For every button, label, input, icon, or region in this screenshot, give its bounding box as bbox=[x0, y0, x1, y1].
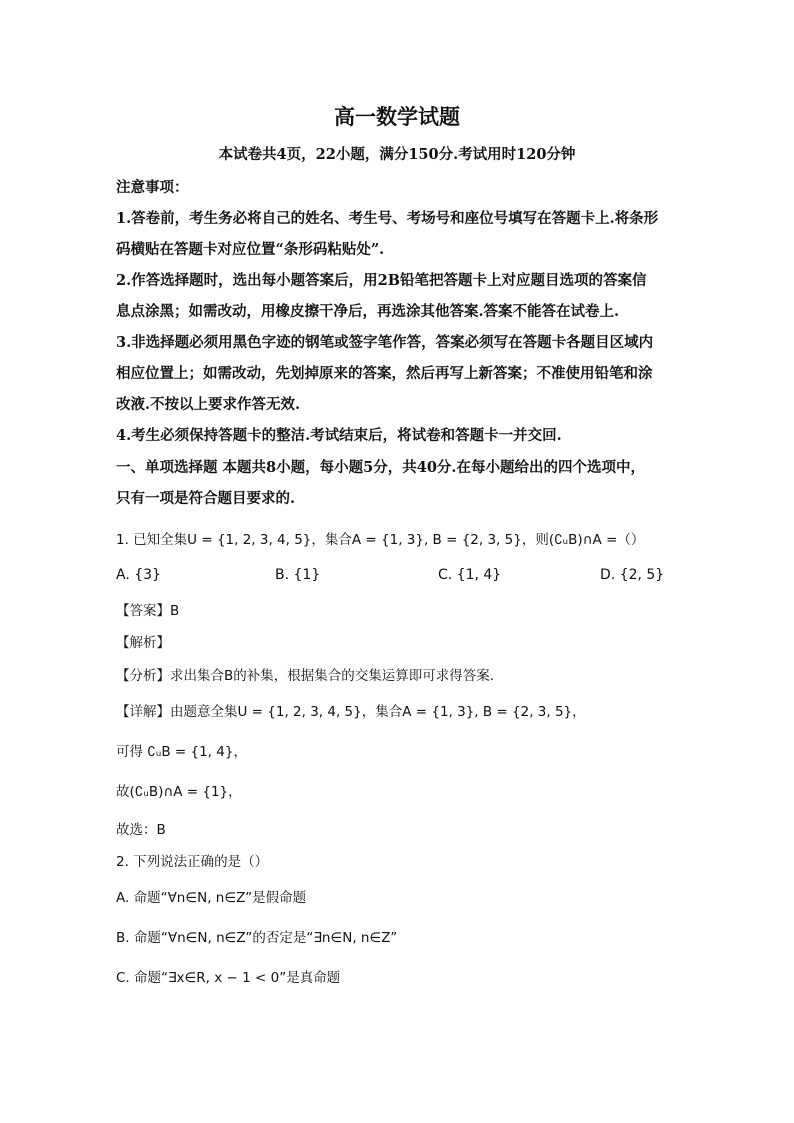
q1-answer: 【答案】B bbox=[116, 603, 180, 619]
q1-choice: 故选：B bbox=[116, 822, 166, 838]
notice-line: 3.非选择题必须用黑色字迹的钢笔或签字笔作答，答案必须写在答题卡各题目区域内 bbox=[116, 334, 654, 351]
q2-option-b: B. 命题“∀n∈N, n∈Z”的否定是“∃n∈N, n∈Z” bbox=[116, 930, 398, 946]
question-1-stem: 1. 已知全集U = {1, 2, 3, 4, 5}，集合A = {1, 3}, B = {2, 3, 5}，则(∁ᵤB)∩A =（） bbox=[116, 532, 645, 548]
q1-option-d: D. {2, 5} bbox=[600, 567, 665, 583]
q1-option-b: B. {1} bbox=[275, 567, 321, 583]
notice-line: 息点涂黑；如需改动，用橡皮擦干净后，再选涂其他答案.答案不能答在试卷上. bbox=[116, 303, 620, 320]
page-title: 高一数学试题 bbox=[334, 104, 460, 129]
q1-step-2: 故(∁ᵤB)∩A = {1}， bbox=[116, 784, 242, 800]
q2-option-a: A. 命题“∀n∈N, n∈Z”是假命题 bbox=[116, 890, 307, 906]
notice-line: 1.答卷前，考生务必将自己的姓名、考生号、考场号和座位号填写在答题卡上.将条形 bbox=[116, 210, 659, 227]
question-2-stem: 2. 下列说法正确的是（） bbox=[116, 854, 269, 870]
notice-line: 2.作答选择题时，选出每小题答案后，用2B铅笔把答题卡上对应题目选项的答案信 bbox=[116, 272, 647, 289]
exam-subtitle: 本试卷共4页，22小题，满分150分.考试用时120分钟 bbox=[218, 146, 576, 163]
q1-analysis: 【分析】求出集合B的补集，根据集合的交集运算即可求得答案. bbox=[116, 668, 495, 684]
q1-detail: 【详解】由题意全集U = {1, 2, 3, 4, 5}，集合A = {1, 3}, B = {2, 3, 5}， bbox=[116, 704, 586, 720]
section-heading-cont: 只有一项是符合题目要求的. bbox=[116, 490, 296, 507]
q1-step-1: 可得 ∁ᵤB = {1, 4}， bbox=[116, 744, 247, 760]
q1-option-c: C. {1, 4} bbox=[438, 567, 502, 583]
notice-line: 码横贴在答题卡对应位置“条形码粘贴处”. bbox=[116, 241, 385, 258]
section-heading: 一、单项选择题 本题共8小题，每小题5分，共40分.在每小题给出的四个选项中， bbox=[116, 459, 645, 476]
q1-analysis-label: 【解析】 bbox=[116, 635, 170, 651]
q2-option-c: C. 命题“∃x∈R, x − 1 < 0”是真命题 bbox=[116, 970, 341, 986]
notice-line: 4.考生必须保持答题卡的整洁.考试结束后，将试卷和答题卡一并交回. bbox=[116, 427, 562, 444]
notice-line: 相应位置上；如需改动，先划掉原来的答案，然后再写上新答案；不准使用铅笔和涂 bbox=[116, 365, 653, 382]
q1-option-a: A. {3} bbox=[116, 567, 161, 583]
notice-line: 改液.不按以上要求作答无效. bbox=[116, 396, 301, 413]
notice-heading: 注意事项： bbox=[116, 179, 189, 196]
